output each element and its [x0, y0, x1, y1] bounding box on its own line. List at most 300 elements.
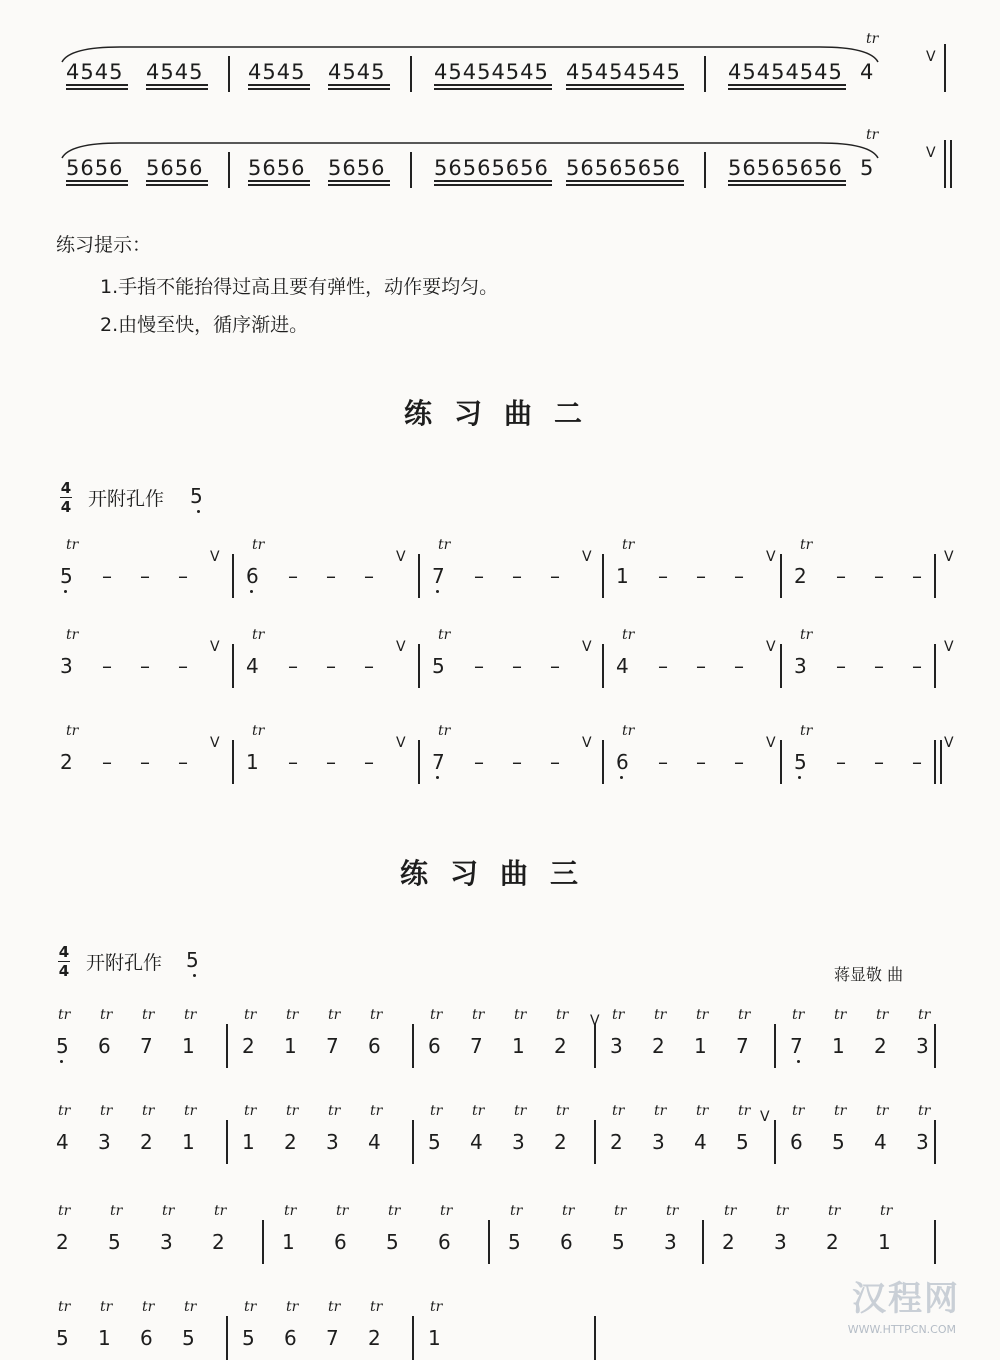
- note-group: 5656: [146, 156, 204, 180]
- trill-mark: tr: [738, 1007, 751, 1023]
- bar-line: [418, 644, 420, 688]
- trill-mark: tr: [792, 1103, 805, 1119]
- breath-mark: V: [582, 735, 592, 751]
- low-dot: [193, 974, 196, 977]
- note: 6: [790, 1130, 803, 1154]
- note: 1: [694, 1034, 707, 1058]
- dash: –: [550, 750, 560, 774]
- bar-line: [412, 1024, 414, 1068]
- trill-mark: tr: [622, 723, 635, 739]
- bar-line: [602, 644, 604, 688]
- trill-mark: tr: [792, 1007, 805, 1023]
- bar-line: [702, 1220, 704, 1264]
- note: 2: [794, 564, 807, 588]
- bar-line: [602, 740, 604, 784]
- note: 5: [182, 1326, 195, 1350]
- note: 6: [616, 750, 629, 774]
- trill-mark: tr: [438, 723, 451, 739]
- trill-mark: tr: [58, 1299, 71, 1315]
- fingering-pitch: 5: [190, 484, 203, 508]
- note-group: 45454545: [434, 60, 549, 84]
- breath-mark: V: [210, 735, 220, 751]
- trill-mark: tr: [286, 1103, 299, 1119]
- dash: –: [550, 564, 560, 588]
- trill-mark: tr: [252, 723, 265, 739]
- dash: –: [874, 750, 884, 774]
- note: 3: [326, 1130, 339, 1154]
- underline: [728, 184, 846, 186]
- breath-mark: V: [590, 1013, 600, 1029]
- trill-mark: tr: [612, 1103, 625, 1119]
- watermark-url: WWW.HTTPCN.COM: [847, 1323, 956, 1336]
- underline: [146, 88, 208, 90]
- underline: [66, 184, 128, 186]
- trill-mark: tr: [622, 537, 635, 553]
- bar-line: [488, 1220, 490, 1264]
- dash: –: [326, 564, 336, 588]
- dash: –: [836, 654, 846, 678]
- trill-mark: tr: [776, 1203, 789, 1219]
- trill-mark: tr: [614, 1203, 627, 1219]
- note: 4: [56, 1130, 69, 1154]
- fingering-note: 开附孔作: [88, 488, 165, 510]
- dash: –: [734, 750, 744, 774]
- note: 1: [878, 1230, 891, 1254]
- tips-heading: 练习提示：: [56, 234, 152, 256]
- note: 3: [916, 1130, 929, 1154]
- breath-mark: V: [582, 549, 592, 565]
- note: 2: [56, 1230, 69, 1254]
- trill-mark: tr: [328, 1299, 341, 1315]
- note: 5: [794, 750, 807, 774]
- trill-mark: tr: [66, 537, 79, 553]
- bar-line: [232, 644, 234, 688]
- trill-mark: tr: [828, 1203, 841, 1219]
- bar-line: [418, 554, 420, 598]
- note: 3: [664, 1230, 677, 1254]
- trill-mark: tr: [100, 1103, 113, 1119]
- trill-mark: tr: [58, 1007, 71, 1023]
- underline: [66, 84, 128, 86]
- note: 2: [242, 1034, 255, 1058]
- note: 2: [722, 1230, 735, 1254]
- note: 1: [428, 1326, 441, 1350]
- trill-mark: tr: [142, 1103, 155, 1119]
- trill-mark: tr: [110, 1203, 123, 1219]
- dash: –: [178, 654, 188, 678]
- note: 5: [736, 1130, 749, 1154]
- trill-mark: tr: [696, 1103, 709, 1119]
- bar-line: [944, 140, 946, 188]
- dash: –: [178, 750, 188, 774]
- trill-mark: tr: [654, 1007, 667, 1023]
- dash: –: [140, 564, 150, 588]
- bar-line: [594, 1024, 596, 1068]
- time-signature: [58, 480, 74, 515]
- dash: –: [734, 564, 744, 588]
- note: 1: [832, 1034, 845, 1058]
- bar-line: [262, 1220, 264, 1264]
- note: 3: [610, 1034, 623, 1058]
- note: 1: [242, 1130, 255, 1154]
- trill-mark: tr: [100, 1007, 113, 1023]
- note: 4: [246, 654, 259, 678]
- note: 1: [616, 564, 629, 588]
- underline: [328, 88, 390, 90]
- bar-line: [780, 644, 782, 688]
- trill-mark: tr: [556, 1103, 569, 1119]
- underline: [566, 88, 684, 90]
- dash: –: [474, 564, 484, 588]
- trill-mark: tr: [244, 1299, 257, 1315]
- time-signature: [56, 944, 72, 979]
- note: 6: [368, 1034, 381, 1058]
- trill-mark: tr: [328, 1007, 341, 1023]
- dash: –: [102, 750, 112, 774]
- dash: –: [326, 750, 336, 774]
- note-group: 56565656: [728, 156, 843, 180]
- trill-mark: tr: [438, 537, 451, 553]
- time-sig-bottom: 4: [58, 962, 70, 980]
- bar-line: [594, 1316, 596, 1360]
- tip-item: 2.由慢至快，循序渐进。: [100, 314, 309, 336]
- note: 1: [182, 1034, 195, 1058]
- dash: –: [912, 750, 922, 774]
- bar-line: [232, 740, 234, 784]
- dash: –: [288, 564, 298, 588]
- note: 2: [554, 1034, 567, 1058]
- note: 6: [284, 1326, 297, 1350]
- note: 3: [652, 1130, 665, 1154]
- dash: –: [658, 654, 668, 678]
- bar-line: [228, 152, 230, 188]
- bar-line: [934, 1024, 936, 1068]
- trill-mark: tr: [370, 1299, 383, 1315]
- breath-mark: V: [396, 639, 406, 655]
- note: 3: [512, 1130, 525, 1154]
- note: 5: [508, 1230, 521, 1254]
- bar-line: [934, 740, 936, 784]
- trill-mark: tr: [438, 627, 451, 643]
- trill-mark: tr: [430, 1299, 443, 1315]
- note: 7: [736, 1034, 749, 1058]
- trill-mark: tr: [510, 1203, 523, 1219]
- underline: [566, 180, 684, 182]
- note: 2: [212, 1230, 225, 1254]
- note: 6: [560, 1230, 573, 1254]
- breath-mark: V: [396, 735, 406, 751]
- trill-mark: tr: [66, 627, 79, 643]
- note: 7: [326, 1326, 339, 1350]
- trill-mark: tr: [184, 1103, 197, 1119]
- trill-mark: tr: [430, 1103, 443, 1119]
- bar-line: [226, 1316, 228, 1360]
- trill-mark: tr: [284, 1203, 297, 1219]
- bar-line: [780, 740, 782, 784]
- bar-line: [410, 152, 412, 188]
- underline: [328, 184, 390, 186]
- bar-line: [410, 56, 412, 92]
- fingering-pitch: 5: [186, 948, 199, 972]
- low-dot: [64, 590, 67, 593]
- trill-mark: tr: [388, 1203, 401, 1219]
- underline: [434, 180, 552, 182]
- dash: –: [288, 750, 298, 774]
- trill-mark: tr: [876, 1103, 889, 1119]
- bar-line: [418, 740, 420, 784]
- dash: –: [874, 654, 884, 678]
- bar-line: [232, 554, 234, 598]
- dash: –: [734, 654, 744, 678]
- low-dot: [436, 590, 439, 593]
- trill-mark: tr: [666, 1203, 679, 1219]
- note: 5: [386, 1230, 399, 1254]
- underline: [728, 84, 846, 86]
- note: 5: [242, 1326, 255, 1350]
- note: 3: [794, 654, 807, 678]
- trill-mark: tr: [58, 1203, 71, 1219]
- bar-line: [704, 56, 706, 92]
- note: 2: [284, 1130, 297, 1154]
- note: 6: [428, 1034, 441, 1058]
- note: 3: [916, 1034, 929, 1058]
- note-group: 4545: [248, 60, 306, 84]
- low-dot: [620, 776, 623, 779]
- note: 7: [790, 1034, 803, 1058]
- trill-mark: tr: [654, 1103, 667, 1119]
- dash: –: [364, 750, 374, 774]
- breath-mark: V: [944, 549, 954, 565]
- dash: –: [696, 654, 706, 678]
- watermark-logo: 汉程网: [852, 1279, 960, 1319]
- low-dot: [250, 590, 253, 593]
- final-bar: [940, 740, 942, 784]
- dash: –: [102, 564, 112, 588]
- trill-mark: tr: [286, 1007, 299, 1023]
- bar-line: [226, 1024, 228, 1068]
- underline: [328, 180, 390, 182]
- note: 3: [60, 654, 73, 678]
- trill-mark: tr: [800, 537, 813, 553]
- bar-line: [226, 1120, 228, 1164]
- trill-mark: tr: [100, 1299, 113, 1315]
- breath-mark: V: [944, 735, 954, 751]
- time-sig-top: 4: [58, 943, 70, 961]
- note-group: 4545: [146, 60, 204, 84]
- low-dot: [798, 776, 801, 779]
- trill-mark: tr: [834, 1007, 847, 1023]
- dash: –: [474, 750, 484, 774]
- underline: [66, 88, 128, 90]
- note: 5: [832, 1130, 845, 1154]
- fingering-note: 开附孔作: [86, 952, 163, 974]
- note: 7: [432, 564, 445, 588]
- trill-mark: tr: [286, 1299, 299, 1315]
- note: 1: [182, 1130, 195, 1154]
- note: 4: [874, 1130, 887, 1154]
- note: 7: [140, 1034, 153, 1058]
- trill-mark: tr: [244, 1103, 257, 1119]
- note: 2: [826, 1230, 839, 1254]
- note-group: 5656: [328, 156, 386, 180]
- trill-mark: tr: [328, 1103, 341, 1119]
- note: 5: [56, 1034, 69, 1058]
- underline: [248, 84, 310, 86]
- low-dot: [436, 776, 439, 779]
- trill-mark: tr: [612, 1007, 625, 1023]
- note: 1: [512, 1034, 525, 1058]
- note: 2: [610, 1130, 623, 1154]
- end-note: 4: [860, 60, 875, 84]
- dash: –: [474, 654, 484, 678]
- trill-mark: tr: [880, 1203, 893, 1219]
- trill-mark: tr: [214, 1203, 227, 1219]
- tip-item: 1.手指不能抬得过高且要有弹性，动作要均匀。: [100, 276, 499, 298]
- dash: –: [550, 654, 560, 678]
- trill-mark: tr: [866, 31, 879, 47]
- note: 5: [432, 654, 445, 678]
- dash: –: [178, 564, 188, 588]
- underline: [248, 184, 310, 186]
- underline: [728, 88, 846, 90]
- dash: –: [836, 564, 846, 588]
- note: 4: [470, 1130, 483, 1154]
- underline: [434, 84, 552, 86]
- note: 1: [284, 1034, 297, 1058]
- dash: –: [288, 654, 298, 678]
- dash: –: [912, 654, 922, 678]
- note: 7: [326, 1034, 339, 1058]
- trill-mark: tr: [142, 1299, 155, 1315]
- underline: [566, 184, 684, 186]
- trill-mark: tr: [834, 1103, 847, 1119]
- breath-mark: V: [926, 49, 936, 65]
- bar-line: [774, 1120, 776, 1164]
- dash: –: [658, 564, 668, 588]
- bar-line: [934, 1220, 936, 1264]
- trill-mark: tr: [918, 1103, 931, 1119]
- note: 1: [246, 750, 259, 774]
- bar-line: [704, 152, 706, 188]
- note: 2: [368, 1326, 381, 1350]
- breath-mark: V: [396, 549, 406, 565]
- trill-mark: tr: [724, 1203, 737, 1219]
- bar-line: [602, 554, 604, 598]
- note: 2: [60, 750, 73, 774]
- dash: –: [102, 654, 112, 678]
- dash: –: [326, 654, 336, 678]
- note-group: 45454545: [728, 60, 843, 84]
- note: 5: [428, 1130, 441, 1154]
- trill-mark: tr: [876, 1007, 889, 1023]
- trill-mark: tr: [58, 1103, 71, 1119]
- underline: [146, 180, 208, 182]
- trill-mark: tr: [142, 1007, 155, 1023]
- trill-mark: tr: [800, 627, 813, 643]
- breath-mark: V: [210, 639, 220, 655]
- etude3-title: 练习曲三: [400, 857, 601, 890]
- trill-mark: tr: [472, 1103, 485, 1119]
- dash: –: [140, 654, 150, 678]
- trill-mark: tr: [622, 627, 635, 643]
- dash: –: [512, 564, 522, 588]
- breath-mark: V: [760, 1109, 770, 1125]
- note-group: 45454545: [566, 60, 681, 84]
- note: 2: [652, 1034, 665, 1058]
- low-dot: [197, 510, 200, 513]
- trill-mark: tr: [514, 1007, 527, 1023]
- note: 6: [438, 1230, 451, 1254]
- breath-mark: V: [926, 145, 936, 161]
- bar-line: [944, 44, 946, 92]
- note: 2: [874, 1034, 887, 1058]
- dash: –: [696, 564, 706, 588]
- breath-mark: V: [944, 639, 954, 655]
- trill-mark: tr: [514, 1103, 527, 1119]
- note: 4: [368, 1130, 381, 1154]
- note-group: 4545: [328, 60, 386, 84]
- end-note: 5: [860, 156, 875, 180]
- low-dot: [60, 1060, 63, 1063]
- note: 3: [774, 1230, 787, 1254]
- breath-mark: V: [210, 549, 220, 565]
- bar-line: [934, 644, 936, 688]
- note: 3: [98, 1130, 111, 1154]
- trill-mark: tr: [184, 1299, 197, 1315]
- trill-mark: tr: [162, 1203, 175, 1219]
- trill-mark: tr: [66, 723, 79, 739]
- underline: [728, 180, 846, 182]
- bar-line: [774, 1024, 776, 1068]
- bar-line: [780, 554, 782, 598]
- dash: –: [912, 564, 922, 588]
- note: 5: [56, 1326, 69, 1350]
- underline: [248, 88, 310, 90]
- note-group: 5656: [248, 156, 306, 180]
- trill-mark: tr: [800, 723, 813, 739]
- dash: –: [140, 750, 150, 774]
- note: 4: [694, 1130, 707, 1154]
- bar-line: [934, 554, 936, 598]
- breath-mark: V: [766, 549, 776, 565]
- note: 1: [98, 1326, 111, 1350]
- dash: –: [364, 564, 374, 588]
- trill-mark: tr: [440, 1203, 453, 1219]
- note-group: 4545: [66, 60, 124, 84]
- time-sig-top: 4: [60, 479, 72, 497]
- trill-mark: tr: [252, 537, 265, 553]
- underline: [566, 84, 684, 86]
- dash: –: [512, 750, 522, 774]
- bar-line: [934, 1120, 936, 1164]
- breath-mark: V: [766, 735, 776, 751]
- dash: –: [874, 564, 884, 588]
- note: 7: [432, 750, 445, 774]
- note: 7: [470, 1034, 483, 1058]
- dash: –: [658, 750, 668, 774]
- breath-mark: V: [766, 639, 776, 655]
- note: 6: [334, 1230, 347, 1254]
- trill-mark: tr: [244, 1007, 257, 1023]
- trill-mark: tr: [696, 1007, 709, 1023]
- trill-mark: tr: [472, 1007, 485, 1023]
- note: 2: [140, 1130, 153, 1154]
- note-group: 5656: [66, 156, 124, 180]
- trill-mark: tr: [430, 1007, 443, 1023]
- trill-mark: tr: [866, 127, 879, 143]
- note: 6: [246, 564, 259, 588]
- bar-line: [412, 1316, 414, 1360]
